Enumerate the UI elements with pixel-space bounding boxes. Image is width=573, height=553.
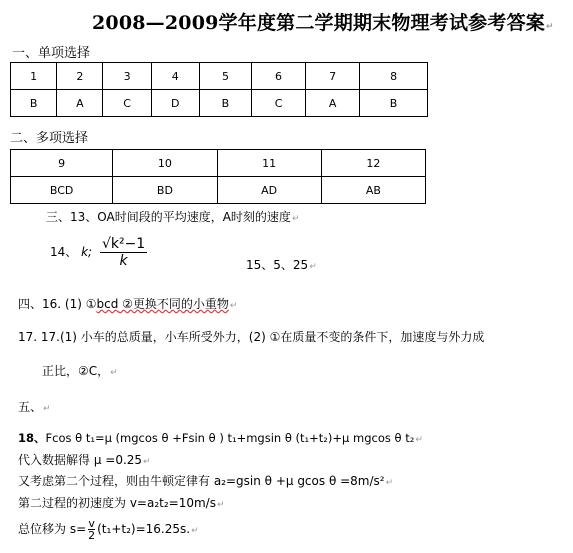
question-16: 四、16. (1) ①bcd ②更换不同的小重物↵: [18, 297, 238, 311]
table-cell: BCD: [11, 177, 113, 204]
velocity-half-fraction: $\frac{v}{2}$: [88, 517, 96, 542]
table-cell: B: [11, 90, 57, 117]
table-cell: 5: [199, 63, 251, 90]
table-row: [11, 90, 428, 117]
paragraph-mark: ↵: [545, 22, 554, 32]
table-cell: 11: [217, 150, 321, 177]
section-2-heading: 二、多项选择: [10, 131, 89, 146]
table-cell: 6: [252, 63, 306, 90]
table-cell: D: [151, 90, 199, 117]
question-13: 三、13、OA时间段的平均速度，A时刻的速度↵: [46, 210, 300, 224]
q14-label: 14、: [50, 245, 78, 259]
question-18-line-3: 又考虑第二个过程，则由牛顿定律有 a₂=gsin θ +μ gcos θ =8m/s²↵: [18, 474, 394, 488]
table-cell: C: [103, 90, 151, 117]
question-18-line-4: 第二过程的初速度为 v=a₂t₂=10m/s↵: [18, 496, 225, 510]
table-row: [11, 150, 426, 177]
question-17-line-1: 17. 17.(1) 小车的总质量，小车所受外力，(2) ①在质量不变的条件下，加速度与外力成: [18, 330, 485, 344]
table-cell: B: [199, 90, 251, 117]
question-18-line-5: 总位移为 s= $\frac{v}{2}$ (t₁+t₂)=16.25s.↵: [18, 517, 199, 542]
table-cell: 2: [57, 63, 103, 90]
table-cell: AD: [217, 177, 321, 204]
table-cell: A: [306, 90, 360, 117]
table-cell: 10: [113, 150, 217, 177]
multiple-choice-table: [10, 149, 426, 204]
table-cell: 12: [321, 150, 425, 177]
table-cell: 4: [151, 63, 199, 90]
q14-fraction: [100, 236, 147, 269]
q14-numerator: √k²−1: [101, 236, 146, 252]
table-cell: 7: [306, 63, 360, 90]
question-17-line-2: 正比，②C，↵: [42, 364, 118, 378]
table-cell: BD: [113, 177, 217, 204]
question-18-line-2: 代入数据解得 μ =0.25↵: [18, 453, 151, 467]
q14-k: k;: [81, 245, 93, 259]
table-cell: C: [252, 90, 306, 117]
section-1-heading: 一、单项选择: [12, 46, 91, 61]
question-15: 15、5、25↵: [246, 258, 317, 272]
table-cell: 8: [360, 63, 428, 90]
q14-denominator: k: [119, 253, 128, 269]
q16-bcd: bcd: [96, 297, 119, 311]
table-cell: 1: [11, 63, 57, 90]
page-title: 2008—2009学年度第二学期期末物理考试参考答案↵: [92, 12, 554, 34]
table-row: [11, 63, 428, 90]
question-14: [50, 236, 151, 269]
table-row: [11, 177, 426, 204]
table-cell: 3: [103, 63, 151, 90]
table-cell: AB: [321, 177, 425, 204]
table-cell: 9: [11, 150, 113, 177]
single-choice-table: [10, 62, 428, 117]
section-5-heading: 五、↵: [18, 400, 51, 414]
table-cell: B: [360, 90, 428, 117]
question-18-equation: 18、Fcos θ t₁=μ (mgcos θ +Fsin θ ) t₁+mgsin θ (t₁+t₂)+μ mgcos θ t₂↵: [18, 431, 423, 445]
table-cell: A: [57, 90, 103, 117]
